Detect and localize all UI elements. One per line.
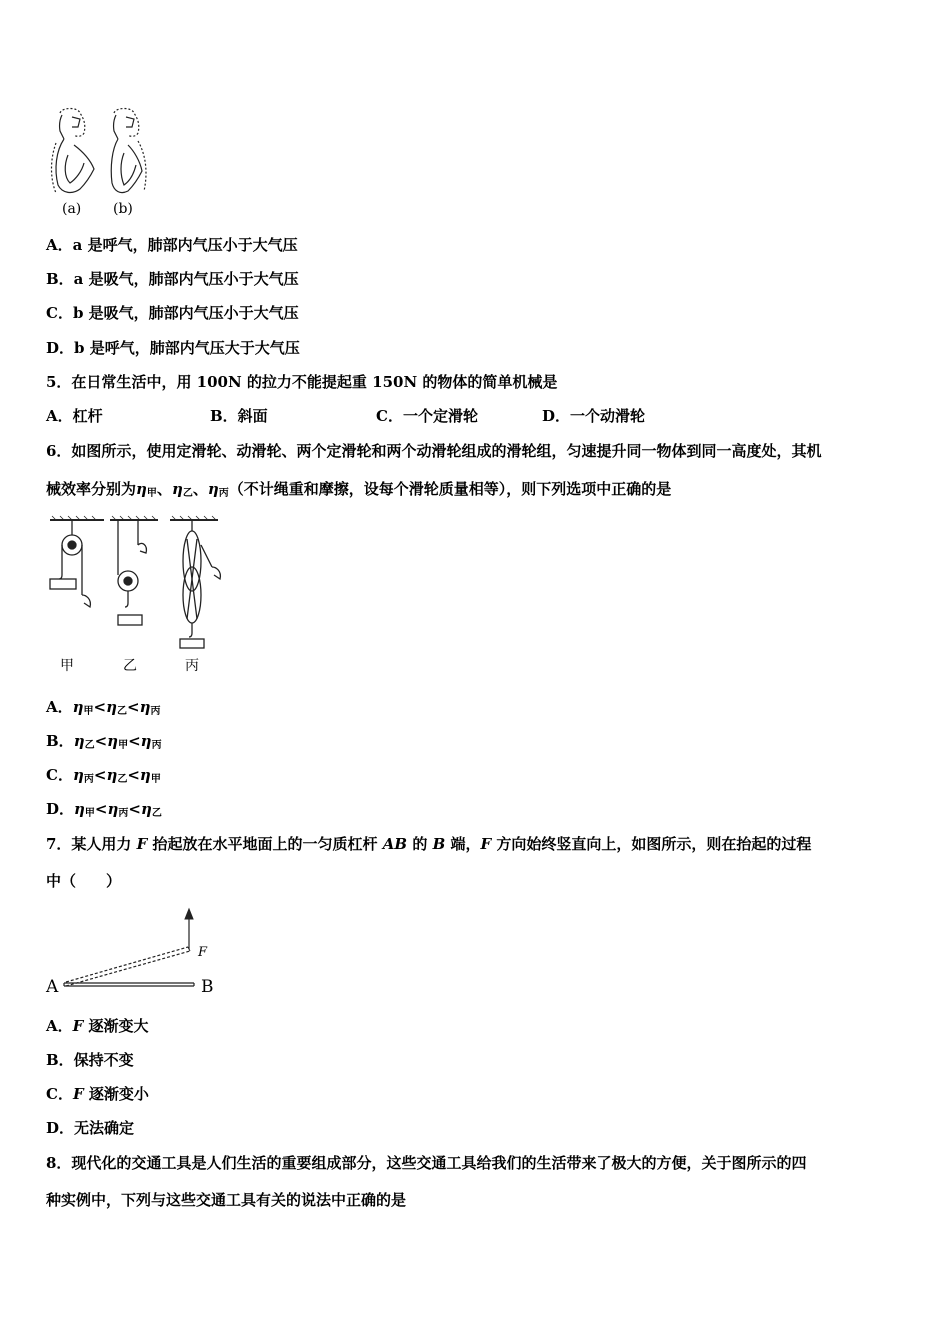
q5-option-b[interactable]: B．斜面: [210, 407, 268, 425]
q5-option-a[interactable]: A．杠杆: [46, 407, 103, 425]
option-letter: B．: [46, 732, 74, 750]
q7-option-d[interactable]: D．无法确定: [46, 1119, 135, 1137]
option-letter: A．: [46, 1017, 73, 1035]
less-than: <: [94, 732, 108, 750]
q4-option-a[interactable]: A．a 是呼气，肺部内气压小于大气压: [46, 236, 298, 254]
lung-label-b: (b): [113, 201, 133, 217]
q4-option-d[interactable]: D．b 是呼气，肺部内气压大于大气压: [46, 339, 300, 357]
eta-symbol: η: [73, 732, 85, 750]
q8-stem-line1: 8．现代化的交通工具是人们生活的重要组成部分，这些交通工具给我们的生活带来了极大的方便，关于图所示的四: [46, 1154, 807, 1172]
q7-text: 方向始终竖直向上，如图所示，则在抬起的过程: [491, 835, 812, 853]
sub-yi: 乙: [182, 488, 193, 499]
eta-symbol: η: [139, 698, 151, 716]
eta-symbol: η: [140, 732, 152, 750]
q8-stem-line2: 种实例中，下列与这些交通工具有关的说法中正确的是: [46, 1191, 407, 1209]
q7-option-a[interactable]: [46, 1016, 149, 1036]
less-than: <: [128, 732, 141, 750]
q7-stem-line1: [46, 834, 811, 854]
option-letter: C．: [46, 766, 73, 784]
sub-bing: 丙: [150, 706, 161, 717]
sub-bing: 丙: [218, 488, 229, 499]
eta-symbol: η: [107, 732, 119, 750]
eta-symbol: η: [74, 800, 85, 818]
sub-bing: 丙: [151, 740, 162, 751]
pulley-label-jia: 甲: [60, 658, 74, 674]
option-text: 逐渐变小: [83, 1085, 149, 1103]
lever-label-f: F: [198, 945, 208, 960]
lever-symbol: AB: [382, 835, 408, 853]
q6-option-a[interactable]: [46, 697, 161, 722]
eta-symbol: η: [171, 480, 183, 498]
option-text: 逐渐变大: [83, 1017, 149, 1035]
q6-option-d[interactable]: [46, 799, 162, 824]
q6-stem-suffix: （不计绳重和摩擦，设每个滑轮质量相等），则下列选项中正确的是: [228, 480, 672, 498]
lever-label-a: A: [46, 977, 59, 997]
q5-stem: 5．在日常生活中，用 100N 的拉力不能提起重 150N 的物体的简单机械是: [46, 373, 558, 391]
q7-text: 抬起放在水平地面上的一匀质杠杆: [147, 835, 383, 853]
separator: 、: [156, 480, 172, 498]
sub-yi: 乙: [117, 774, 128, 785]
pulley-label-yi: 乙: [123, 658, 137, 674]
less-than: <: [94, 800, 108, 818]
less-than: <: [128, 800, 141, 818]
eta-symbol: η: [136, 480, 147, 498]
sub-jia: 甲: [118, 740, 129, 751]
less-than: <: [93, 766, 107, 784]
lever-label-b: B: [201, 977, 214, 997]
eta-symbol: η: [106, 766, 118, 784]
q4-option-c[interactable]: C．b 是吸气，肺部内气压小于大气压: [46, 304, 299, 322]
option-letter: D．: [46, 800, 75, 818]
q6-option-b[interactable]: [46, 731, 162, 756]
less-than: <: [93, 698, 107, 716]
eta-symbol: η: [107, 800, 119, 818]
eta-symbol: η: [140, 800, 152, 818]
pulley-diagram: [46, 515, 226, 655]
eta-symbol: η: [106, 698, 118, 716]
force-symbol: F: [480, 835, 492, 853]
sub-jia: 甲: [150, 774, 161, 785]
q6-option-c[interactable]: [46, 765, 161, 790]
lung-label-a: (a): [62, 201, 82, 217]
sub-bing: 丙: [118, 808, 129, 819]
sub-jia: 甲: [146, 488, 157, 499]
sub-yi: 乙: [151, 808, 162, 819]
q7-text: 端，: [445, 835, 481, 853]
q7-text: 的: [407, 835, 433, 853]
force-symbol: F: [72, 1085, 84, 1103]
less-than: <: [127, 766, 140, 784]
sub-yi: 乙: [117, 706, 128, 717]
q7-text: 7．某人用力: [46, 835, 137, 853]
eta-symbol: η: [139, 766, 151, 784]
q6-stem-line2: [46, 479, 671, 504]
eta-symbol: η: [207, 480, 219, 498]
q5-option-c[interactable]: C．一个定滑轮: [376, 407, 478, 425]
q7-option-b[interactable]: B．保持不变: [46, 1051, 134, 1069]
eta-symbol: η: [72, 766, 84, 784]
eta-symbol: η: [72, 698, 84, 716]
sub-yi: 乙: [84, 740, 95, 751]
q7-stem-line2: 中（ ）: [46, 872, 122, 890]
sub-jia: 甲: [83, 706, 94, 717]
pulley-label-bing: 丙: [185, 658, 199, 674]
force-symbol: F: [136, 835, 148, 853]
end-symbol: B: [432, 835, 446, 853]
force-symbol: F: [72, 1017, 84, 1035]
q7-option-c[interactable]: [46, 1084, 149, 1104]
q6-stem-line1: 6．如图所示，使用定滑轮、动滑轮、两个定滑轮和两个动滑轮组成的滑轮组，匀速提升同一物体到同一高度处，其机: [46, 442, 822, 460]
q4-option-b[interactable]: B．a 是吸气，肺部内气压小于大气压: [46, 270, 299, 288]
sub-jia: 甲: [84, 808, 95, 819]
q6-stem-prefix: 械效率分别为: [46, 480, 137, 498]
q5-option-d[interactable]: D．一个动滑轮: [542, 407, 646, 425]
separator: 、: [192, 480, 208, 498]
sub-bing: 丙: [83, 774, 94, 785]
option-letter: C．: [46, 1085, 73, 1103]
option-letter: A．: [46, 698, 73, 716]
less-than: <: [127, 698, 140, 716]
